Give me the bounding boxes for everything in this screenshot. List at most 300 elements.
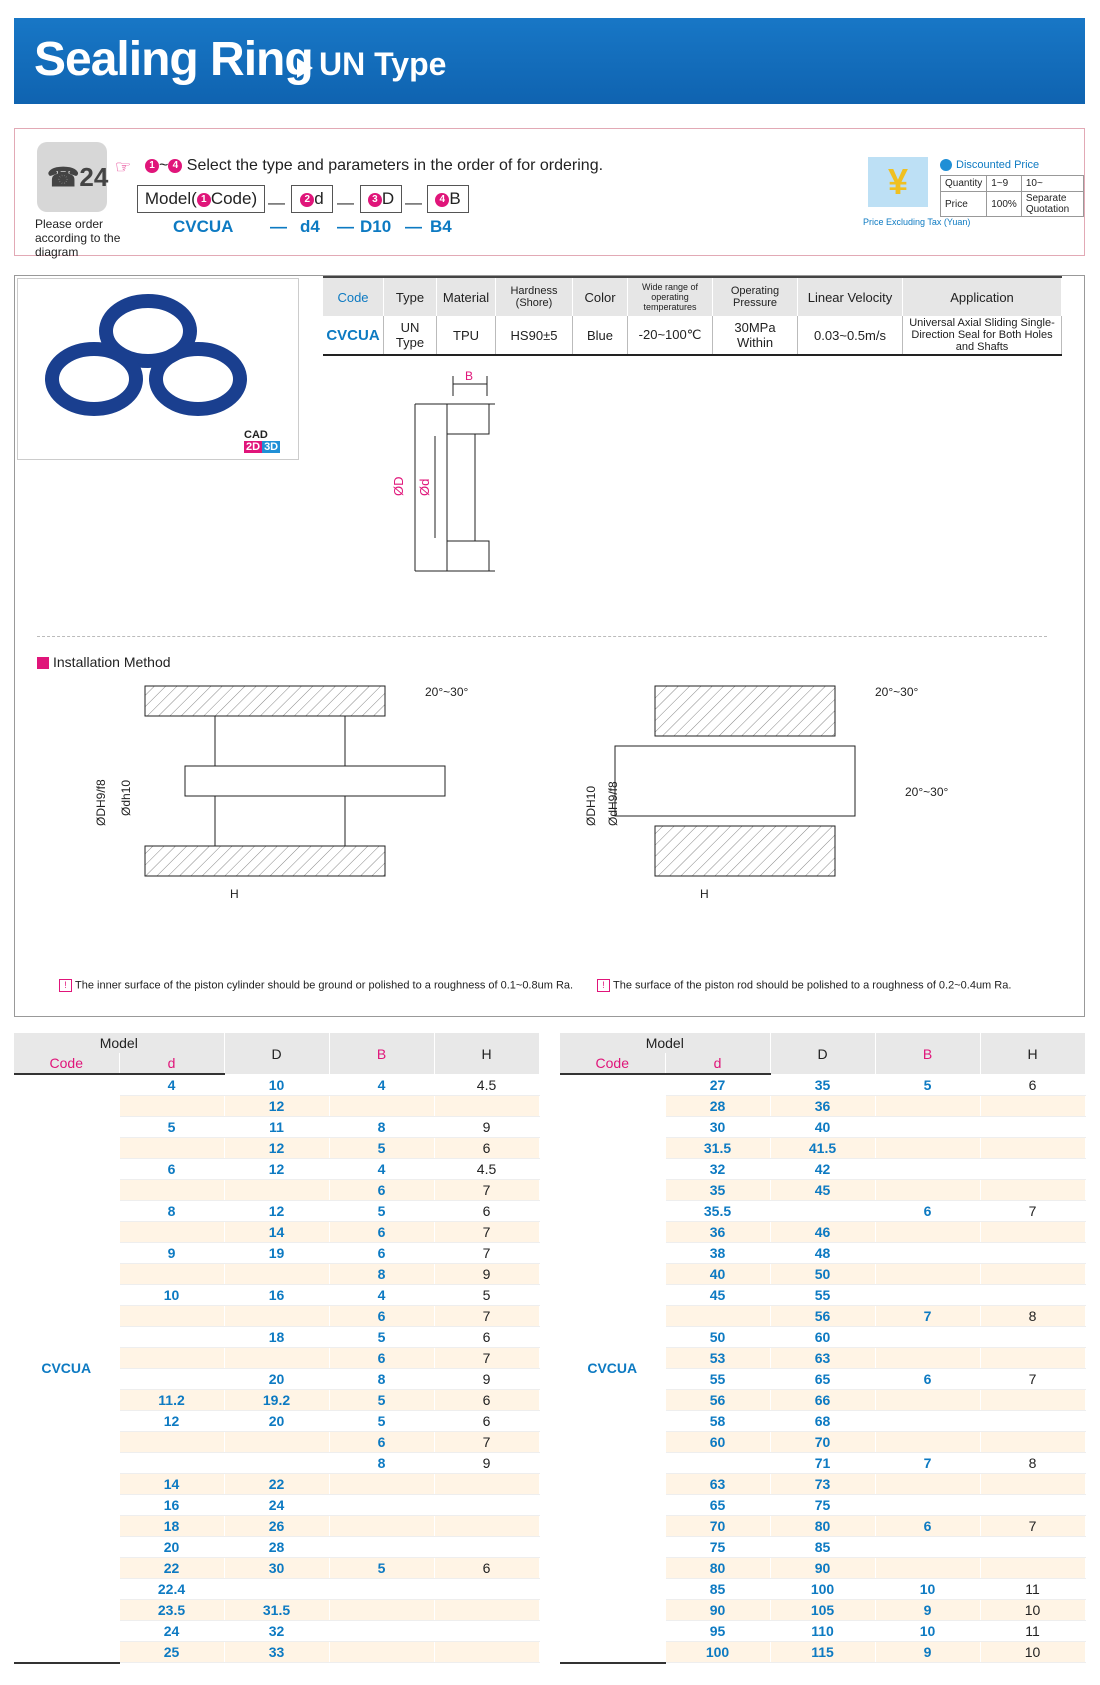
D-cell: 45 (770, 1180, 875, 1201)
B-cell (329, 1579, 434, 1600)
divider (37, 636, 1047, 637)
H-cell (980, 1411, 1085, 1432)
D-cell: 55 (770, 1285, 875, 1306)
example-code: CVCUA (173, 217, 234, 236)
H-cell: 7 (434, 1432, 539, 1453)
H-cell: 6 (434, 1201, 539, 1222)
D-cell: 66 (770, 1390, 875, 1411)
D-cell: 71 (770, 1453, 875, 1474)
D-cell: 56 (770, 1306, 875, 1327)
D-cell: 60 (770, 1327, 875, 1348)
H-cell (434, 1621, 539, 1642)
B-cell (329, 1474, 434, 1495)
d-cell: 36 (665, 1222, 770, 1243)
d-cell: 100 (665, 1642, 770, 1663)
d-cell: 23.5 (119, 1600, 224, 1621)
D-cell: 30 (224, 1558, 329, 1579)
D-cell: 115 (770, 1642, 875, 1663)
H-cell: 6 (434, 1138, 539, 1159)
d-cell: 18 (119, 1516, 224, 1537)
D-cell: 28 (224, 1537, 329, 1558)
D-cell: 10 (224, 1074, 329, 1096)
spec-type: UN Type (384, 316, 437, 355)
d-cell: 38 (665, 1243, 770, 1264)
d-cell: 27 (665, 1074, 770, 1096)
d-cell: 90 (665, 1600, 770, 1621)
header-B: B (875, 1033, 980, 1074)
dim-OD: ØD (391, 476, 406, 496)
D-cell (224, 1180, 329, 1201)
B-cell (875, 1537, 980, 1558)
H-cell: 10 (980, 1600, 1085, 1621)
phone-24-icon: ☎24 (37, 142, 107, 212)
header-D: D (224, 1033, 329, 1074)
size-table-right (560, 1033, 1086, 1664)
B-cell (329, 1642, 434, 1663)
D-cell: 32 (224, 1621, 329, 1642)
H-cell (434, 1537, 539, 1558)
separator: — (337, 217, 354, 236)
B-cell: 6 (875, 1516, 980, 1537)
H-cell (980, 1432, 1085, 1453)
B-cell: 6 (329, 1432, 434, 1453)
H-cell (434, 1495, 539, 1516)
size-table-left (14, 1033, 540, 1664)
B-cell (875, 1558, 980, 1579)
d-cell: 32 (665, 1159, 770, 1180)
B-cell (875, 1222, 980, 1243)
D-cell (224, 1432, 329, 1453)
H-cell (434, 1600, 539, 1621)
H-cell (980, 1348, 1085, 1369)
B-cell: 5 (329, 1138, 434, 1159)
B-cell: 5 (329, 1558, 434, 1579)
D-box: 3 D (360, 185, 402, 213)
H-cell (980, 1285, 1085, 1306)
B-cell (875, 1474, 980, 1495)
B-cell: 7 (875, 1453, 980, 1474)
code-cell: CVCUA (14, 1074, 119, 1663)
d-cell: 22.4 (119, 1579, 224, 1600)
H-cell: 7 (434, 1306, 539, 1327)
B-cell (329, 1495, 434, 1516)
d-cell: 4 (119, 1074, 224, 1096)
d-cell: 24 (119, 1621, 224, 1642)
separator: — (337, 193, 354, 212)
d-cell: 14 (119, 1474, 224, 1495)
H-cell (434, 1096, 539, 1117)
d-cell: 11.2 (119, 1390, 224, 1411)
example-D: D10 (360, 217, 392, 236)
B-cell: 4 (329, 1074, 434, 1096)
B-cell: 6 (875, 1369, 980, 1390)
d-cell: 65 (665, 1495, 770, 1516)
B-cell: 5 (329, 1201, 434, 1222)
H-cell (980, 1537, 1085, 1558)
H-cell: 6 (434, 1327, 539, 1348)
B-cell (875, 1243, 980, 1264)
d-cell: 22 (119, 1558, 224, 1579)
H-cell: 10 (980, 1642, 1085, 1663)
d-cell (119, 1180, 224, 1201)
D-cell: 42 (770, 1159, 875, 1180)
price-caption: Price Excluding Tax (Yuan) (863, 217, 971, 227)
D-cell (224, 1306, 329, 1327)
page-subtitle: UN Type (319, 46, 447, 82)
spec-header-velocity: Linear Velocity (798, 277, 903, 316)
header-H: H (980, 1033, 1085, 1074)
H-cell (434, 1516, 539, 1537)
left-dim-D: ØDH9/f8 (94, 779, 108, 826)
D-cell: 63 (770, 1348, 875, 1369)
d-cell: 40 (665, 1264, 770, 1285)
H-cell: 7 (434, 1180, 539, 1201)
D-cell: 65 (770, 1369, 875, 1390)
d-cell: 10 (119, 1285, 224, 1306)
d-cell: 58 (665, 1411, 770, 1432)
installation-rod-diagram (575, 676, 955, 906)
header-B: B (329, 1033, 434, 1074)
H-cell: 7 (434, 1222, 539, 1243)
H-cell (980, 1558, 1085, 1579)
B-cell (875, 1411, 980, 1432)
B-cell (875, 1117, 980, 1138)
d-cell: 60 (665, 1432, 770, 1453)
code-cell: CVCUA (560, 1074, 665, 1663)
d-cell (119, 1432, 224, 1453)
page-title: Sealing Ring (34, 33, 313, 86)
d-cell: 9 (119, 1243, 224, 1264)
B-cell: 4 (329, 1285, 434, 1306)
header-d: d (665, 1053, 770, 1074)
arrow-right-icon (297, 58, 313, 78)
H-cell: 6 (980, 1074, 1085, 1096)
D-cell: 12 (224, 1159, 329, 1180)
H-cell (980, 1222, 1085, 1243)
spec-header-material: Material (437, 277, 496, 316)
d-cell (119, 1306, 224, 1327)
d-cell (665, 1306, 770, 1327)
yen-icon: ¥ (868, 157, 928, 207)
B-cell (875, 1495, 980, 1516)
B-cell: 5 (329, 1327, 434, 1348)
D-cell: 26 (224, 1516, 329, 1537)
header-code: Code (14, 1053, 119, 1074)
cad-badge[interactable]: CAD 2D 3D (244, 429, 279, 453)
D-cell: 31.5 (224, 1600, 329, 1621)
spec-material: TPU (437, 316, 496, 355)
H-cell: 9 (434, 1264, 539, 1285)
H-cell: 8 (980, 1453, 1085, 1474)
spec-velocity: 0.03~0.5m/s (798, 316, 903, 355)
B-cell: 9 (875, 1600, 980, 1621)
H-cell: 9 (434, 1453, 539, 1474)
D-cell: 68 (770, 1411, 875, 1432)
B-cell (875, 1180, 980, 1201)
d-cell: 55 (665, 1369, 770, 1390)
D-cell: 41.5 (770, 1138, 875, 1159)
H-cell (434, 1474, 539, 1495)
B-cell (875, 1390, 980, 1411)
table-row (14, 1074, 539, 1096)
d-cell: 63 (665, 1474, 770, 1495)
d-cell (119, 1453, 224, 1474)
d-cell (119, 1138, 224, 1159)
D-cell: 14 (224, 1222, 329, 1243)
left-dim-d: Ødh10 (119, 779, 133, 816)
spec-header-type: Type (384, 277, 437, 316)
H-cell: 7 (980, 1369, 1085, 1390)
separator: — (270, 217, 287, 236)
B-cell: 8 (329, 1264, 434, 1285)
D-cell: 40 (770, 1117, 875, 1138)
ordering-panel (14, 128, 1085, 259)
B-cell: 8 (329, 1117, 434, 1138)
H-cell (980, 1138, 1085, 1159)
B-cell: 8 (329, 1453, 434, 1474)
spec-code: CVCUA (323, 316, 384, 355)
B-cell: 5 (329, 1390, 434, 1411)
installation-label: Installation Method (37, 654, 171, 670)
B-cell: 6 (329, 1348, 434, 1369)
D-cell (770, 1201, 875, 1222)
H-cell: 7 (434, 1243, 539, 1264)
D-cell: 35 (770, 1074, 875, 1096)
H-cell (980, 1159, 1085, 1180)
d-cell (119, 1369, 224, 1390)
B-cell: 10 (875, 1621, 980, 1642)
separator: — (268, 193, 285, 212)
discount-table: Quantity 1~9 10~ Price 100% Separate Quotation (940, 175, 1084, 217)
d-cell: 85 (665, 1579, 770, 1600)
D-cell: 19.2 (224, 1390, 329, 1411)
B-cell: 6 (329, 1222, 434, 1243)
B-cell (875, 1285, 980, 1306)
B-cell (329, 1621, 434, 1642)
note-right: ! The surface of the piston rod should be polished to a roughness of 0.2~0.4um Ra. (597, 979, 1011, 992)
H-cell: 4.5 (434, 1074, 539, 1096)
spec-header-temperature: Wide range of operating temperatures (628, 277, 713, 316)
rows-right (560, 1074, 1085, 1663)
H-cell: 6 (434, 1411, 539, 1432)
angle-label-bottom: 20°~30° (905, 785, 949, 799)
B-cell: 10 (875, 1579, 980, 1600)
header-D: D (770, 1033, 875, 1074)
spec-application: Universal Axial Sliding Single-Direction Seal for Both Holes and Shafts (903, 316, 1062, 355)
d-cell: 35 (665, 1180, 770, 1201)
right-dim-H: H (700, 887, 709, 901)
B-cell (329, 1600, 434, 1621)
D-cell: 105 (770, 1600, 875, 1621)
D-cell: 18 (224, 1327, 329, 1348)
D-cell: 100 (770, 1579, 875, 1600)
H-cell (980, 1096, 1085, 1117)
H-cell (980, 1117, 1085, 1138)
B-box: 4 B (427, 185, 469, 213)
D-cell: 12 (224, 1138, 329, 1159)
d-cell: 25 (119, 1642, 224, 1663)
d-cell: 5 (119, 1117, 224, 1138)
B-cell (875, 1432, 980, 1453)
D-cell: 70 (770, 1432, 875, 1453)
order-instruction: 1 ~ 4 Select the type and parameters in the order of for ordering. (145, 157, 603, 175)
left-dim-H: H (230, 887, 239, 901)
spec-table (323, 276, 1062, 356)
d-cell: 31.5 (665, 1138, 770, 1159)
d-cell: 70 (665, 1516, 770, 1537)
H-cell (980, 1495, 1085, 1516)
header-model: Model (560, 1033, 770, 1053)
page-header (14, 18, 1085, 104)
D-cell: 12 (224, 1201, 329, 1222)
seal-cross-section-diagram (375, 366, 555, 596)
B-cell: 6 (875, 1201, 980, 1222)
B-cell (875, 1264, 980, 1285)
spec-header-code: Code (323, 277, 384, 316)
D-cell: 16 (224, 1285, 329, 1306)
H-cell: 9 (434, 1117, 539, 1138)
discount-title: Discounted Price (940, 159, 1039, 171)
D-cell: 110 (770, 1621, 875, 1642)
B-cell: 6 (329, 1180, 434, 1201)
angle-label: 20°~30° (425, 685, 469, 699)
d-cell: 50 (665, 1327, 770, 1348)
D-cell: 73 (770, 1474, 875, 1495)
D-cell: 85 (770, 1537, 875, 1558)
example-B: B4 (430, 217, 452, 236)
spec-panel (14, 275, 1085, 1017)
spec-header-application: Application (903, 277, 1062, 316)
D-cell: 50 (770, 1264, 875, 1285)
order-instruction-caption: Please order according to the diagram (35, 217, 121, 259)
d-cell: 75 (665, 1537, 770, 1558)
right-dim-d: ØdH9/f8 (606, 781, 620, 826)
D-cell: 75 (770, 1495, 875, 1516)
B-cell (875, 1348, 980, 1369)
B-cell (329, 1516, 434, 1537)
H-cell (980, 1264, 1085, 1285)
H-cell (434, 1579, 539, 1600)
D-cell: 12 (224, 1096, 329, 1117)
product-photo (17, 278, 299, 460)
d-cell (119, 1264, 224, 1285)
D-cell: 36 (770, 1096, 875, 1117)
right-dim-D: ØDH10 (584, 785, 598, 826)
separator: — (405, 217, 422, 236)
B-cell (875, 1096, 980, 1117)
D-cell: 48 (770, 1243, 875, 1264)
d-cell (119, 1222, 224, 1243)
H-cell: 7 (980, 1201, 1085, 1222)
separator: — (405, 193, 422, 212)
H-cell: 11 (980, 1579, 1085, 1600)
d-cell (119, 1348, 224, 1369)
B-cell: 5 (875, 1074, 980, 1096)
d-cell: 6 (119, 1159, 224, 1180)
d-cell: 30 (665, 1117, 770, 1138)
d-cell: 56 (665, 1390, 770, 1411)
header-model: Model (14, 1033, 224, 1053)
B-cell (875, 1138, 980, 1159)
d-cell: 16 (119, 1495, 224, 1516)
spec-pressure: 30MPa Within (713, 316, 798, 355)
table-row (560, 1074, 1085, 1096)
B-cell (875, 1327, 980, 1348)
B-cell (329, 1537, 434, 1558)
H-cell (980, 1474, 1085, 1495)
note-left: ! The inner surface of the piston cylinder should be ground or polished to a roughness of 0.1~0.8um Ra. (59, 979, 573, 992)
D-cell (224, 1579, 329, 1600)
header-H: H (434, 1033, 539, 1074)
B-cell: 6 (329, 1306, 434, 1327)
D-cell: 11 (224, 1117, 329, 1138)
D-cell: 46 (770, 1222, 875, 1243)
B-cell: 6 (329, 1243, 434, 1264)
D-cell: 90 (770, 1558, 875, 1579)
d-cell: 35.5 (665, 1201, 770, 1222)
H-cell: 8 (980, 1306, 1085, 1327)
d-cell: 53 (665, 1348, 770, 1369)
D-cell: 24 (224, 1495, 329, 1516)
B-cell: 4 (329, 1159, 434, 1180)
D-cell: 19 (224, 1243, 329, 1264)
d-cell: 28 (665, 1096, 770, 1117)
H-cell: 7 (434, 1348, 539, 1369)
D-cell: 80 (770, 1516, 875, 1537)
example-d: d4 (300, 217, 320, 236)
d-cell: 45 (665, 1285, 770, 1306)
H-cell: 7 (980, 1516, 1085, 1537)
H-cell (980, 1390, 1085, 1411)
spec-header-color: Color (573, 277, 628, 316)
spec-color: Blue (573, 316, 628, 355)
d-cell (119, 1096, 224, 1117)
B-cell (875, 1159, 980, 1180)
d-cell: 95 (665, 1621, 770, 1642)
B-cell: 9 (875, 1642, 980, 1663)
B-cell: 7 (875, 1306, 980, 1327)
spec-header-hardness: Hardness (Shore) (496, 277, 573, 316)
D-cell: 22 (224, 1474, 329, 1495)
rows-left (14, 1074, 539, 1663)
D-cell (224, 1264, 329, 1285)
header-code: Code (560, 1053, 665, 1074)
H-cell (980, 1327, 1085, 1348)
B-cell: 5 (329, 1411, 434, 1432)
D-cell: 33 (224, 1642, 329, 1663)
d-cell: 20 (119, 1537, 224, 1558)
H-cell: 6 (434, 1390, 539, 1411)
B-cell (329, 1096, 434, 1117)
H-cell: 6 (434, 1558, 539, 1579)
installation-piston-diagram (85, 676, 475, 906)
header-d: d (119, 1053, 224, 1074)
d-cell (119, 1327, 224, 1348)
H-cell: 5 (434, 1285, 539, 1306)
d-cell: 80 (665, 1558, 770, 1579)
dim-Od: Ød (417, 478, 432, 496)
H-cell (980, 1180, 1085, 1201)
spec-hardness: HS90±5 (496, 316, 573, 355)
H-cell (434, 1642, 539, 1663)
D-cell (224, 1453, 329, 1474)
spec-header-pressure: Operating Pressure (713, 277, 798, 316)
H-cell: 9 (434, 1369, 539, 1390)
d-box: 2 d (291, 185, 333, 213)
H-cell (980, 1243, 1085, 1264)
D-cell: 20 (224, 1369, 329, 1390)
angle-label-top: 20°~30° (875, 685, 919, 699)
